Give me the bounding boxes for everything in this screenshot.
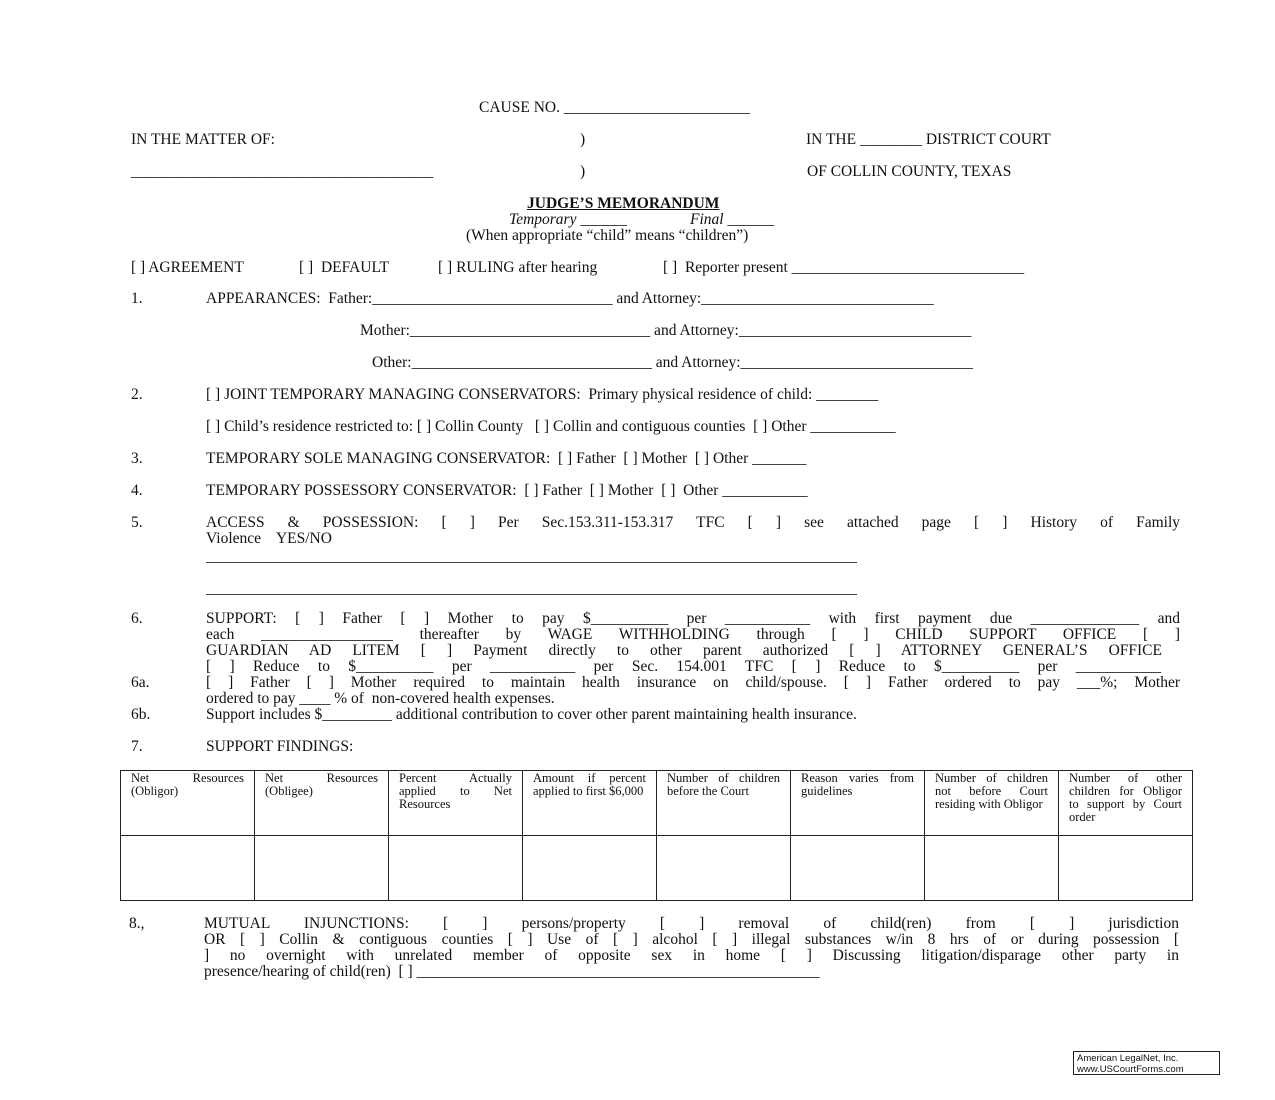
section-number: 7. bbox=[131, 738, 143, 755]
table-header-cell: Number of children before the Court bbox=[657, 771, 791, 836]
support-line-4: [ ] Reduce to $__________ per ___________ per Sec. 154.001 TFC [ ] Reduce to $__________ per ___________ bbox=[206, 658, 1161, 675]
health-insurance-line-2: ordered to pay ____ % of non-covered health expenses. bbox=[206, 690, 555, 707]
table-header-cell: Net Resources (Obligor) bbox=[121, 771, 255, 836]
section-number: 6b. bbox=[131, 706, 151, 723]
section-number: 6a. bbox=[131, 674, 150, 691]
table-header-cell: Amount if percent applied to first $6,000 bbox=[523, 771, 657, 836]
blank-line: ____________________________________________________________________________________ bbox=[206, 549, 857, 565]
table-cell[interactable] bbox=[791, 836, 925, 901]
support-line-2: each _________________ thereafter by WAGE WITHHOLDING through [ ] CHILD SUPPORT OFFICE [ ] bbox=[206, 626, 1180, 643]
support-line-1: SUPPORT: [ ] Father [ ] Mother to pay $__________ per ___________ with first payment due ______________ and bbox=[206, 610, 1180, 627]
publisher-name: American LegalNet, Inc. bbox=[1077, 1053, 1179, 1064]
table-cell[interactable] bbox=[389, 836, 523, 901]
document-title: JUDGE’S MEMORANDUM bbox=[527, 195, 720, 212]
access-possession-line: ACCESS & POSSESSION: [ ] Per Sec.153.311-153.317 TFC [ ] see attached page [ ] History of Family bbox=[206, 514, 1180, 531]
section-number: 5. bbox=[131, 514, 143, 531]
district-court-line: IN THE ________ DISTRICT COURT bbox=[806, 131, 1051, 148]
table-row bbox=[121, 836, 1193, 901]
appearances-father: APPEARANCES: Father:_______________________________ and Attorney:______________________________ bbox=[206, 290, 934, 307]
cause-number: CAUSE NO. ________________________ bbox=[479, 99, 750, 116]
section-number: 6. bbox=[131, 610, 143, 627]
section-number: 1. bbox=[131, 290, 143, 307]
blank-line: ____________________________________________________________________________________ bbox=[206, 581, 857, 597]
support-findings-heading: SUPPORT FINDINGS: bbox=[206, 738, 354, 755]
joint-conservators-line: [ ] JOINT TEMPORARY MANAGING CONSERVATORS: Primary physical residence of child: ________ bbox=[206, 386, 879, 403]
matter-of-label: IN THE MATTER OF: bbox=[131, 131, 275, 148]
publisher-website[interactable]: www.USCourtForms.com bbox=[1077, 1064, 1184, 1075]
mutual-injunctions-line-1: MUTUAL INJUNCTIONS: [ ] persons/property [ ] removal of child(ren) from [ ] jurisdiction bbox=[204, 915, 1179, 932]
section-number: 2. bbox=[131, 386, 143, 403]
possessory-conservator-line: TEMPORARY POSSESSORY CONSERVATOR: [ ] Father [ ] Mother [ ] Other ___________ bbox=[206, 482, 808, 499]
section-number: 4. bbox=[131, 482, 143, 499]
caption-paren: ) bbox=[580, 131, 586, 148]
default-option: [ ] DEFAULT bbox=[299, 259, 389, 276]
section-number: 8., bbox=[129, 915, 145, 932]
sole-managing-conservator-line: TEMPORARY SOLE MANAGING CONSERVATOR: [ ] Father [ ] Mother [ ] Other _______ bbox=[206, 450, 807, 467]
temporary-option: Temporary ______ bbox=[509, 211, 627, 228]
table-cell[interactable] bbox=[657, 836, 791, 901]
reporter-option: [ ] Reporter present ______________________________ bbox=[663, 259, 1025, 276]
residence-restriction-line: [ ] Child’s residence restricted to: [ ] Collin County [ ] Collin and contiguous counties [ ] Other ___________ bbox=[206, 418, 896, 435]
agreement-option: [ ] AGREEMENT bbox=[131, 259, 244, 276]
support-findings-table bbox=[120, 770, 1193, 901]
county-line: OF COLLIN COUNTY, TEXAS bbox=[807, 163, 1012, 180]
appearances-mother: Mother:_______________________________ and Attorney:______________________________ bbox=[360, 322, 972, 339]
table-cell[interactable] bbox=[1059, 836, 1193, 901]
party-name-line: _______________________________________ bbox=[131, 163, 434, 180]
section-number: 3. bbox=[131, 450, 143, 467]
table-cell[interactable] bbox=[523, 836, 657, 901]
table-header-cell: Reason varies from guidelines bbox=[791, 771, 925, 836]
table-header-row bbox=[121, 771, 1193, 836]
final-option: Final ______ bbox=[690, 211, 774, 228]
table-header-cell: Number of children not before Court residing with Obligor bbox=[925, 771, 1059, 836]
table-header-cell: Percent Actually applied to Net Resources bbox=[389, 771, 523, 836]
appearances-other: Other:_______________________________ and Attorney:______________________________ bbox=[372, 354, 974, 371]
table-cell[interactable] bbox=[925, 836, 1059, 901]
mutual-injunctions-line-4: presence/hearing of child(ren) [ ] ____________________________________________________ bbox=[204, 963, 820, 980]
table-header-cell: Net Resources (Obligee) bbox=[255, 771, 389, 836]
caption-paren: ) bbox=[580, 163, 586, 180]
health-insurance-line-1: [ ] Father [ ] Mother required to maintain health insurance on child/spouse. [ ] Father ordered to pay ___%; Mother bbox=[206, 674, 1180, 691]
family-violence-line: Violence YES/NO bbox=[206, 530, 332, 547]
table-cell[interactable] bbox=[121, 836, 255, 901]
table-header-cell: Number of other children for Obligor to support by Court order bbox=[1059, 771, 1193, 836]
child-definition-note: (When appropriate “child” means “children”) bbox=[466, 227, 749, 244]
table-cell[interactable] bbox=[255, 836, 389, 901]
publisher-footer bbox=[1073, 1051, 1220, 1075]
support-line-3: GUARDIAN AD LITEM [ ] Payment directly to other parent authorized [ ] ATTORNEY GENERAL’S OFFICE bbox=[206, 642, 1162, 659]
mutual-injunctions-line-2: OR [ ] Collin & contiguous counties [ ] Use of [ ] alcohol [ ] illegal substances w/in 8 hrs of or during possession [ bbox=[204, 931, 1179, 948]
additional-contribution-line: Support includes $_________ additional contribution to cover other parent maintaining health insurance. bbox=[206, 706, 857, 723]
mutual-injunctions-line-3: ] no overnight with unrelated member of opposite sex in home [ ] Discussing litigation/disparage other party in bbox=[204, 947, 1179, 964]
ruling-option: [ ] RULING after hearing bbox=[438, 259, 598, 276]
